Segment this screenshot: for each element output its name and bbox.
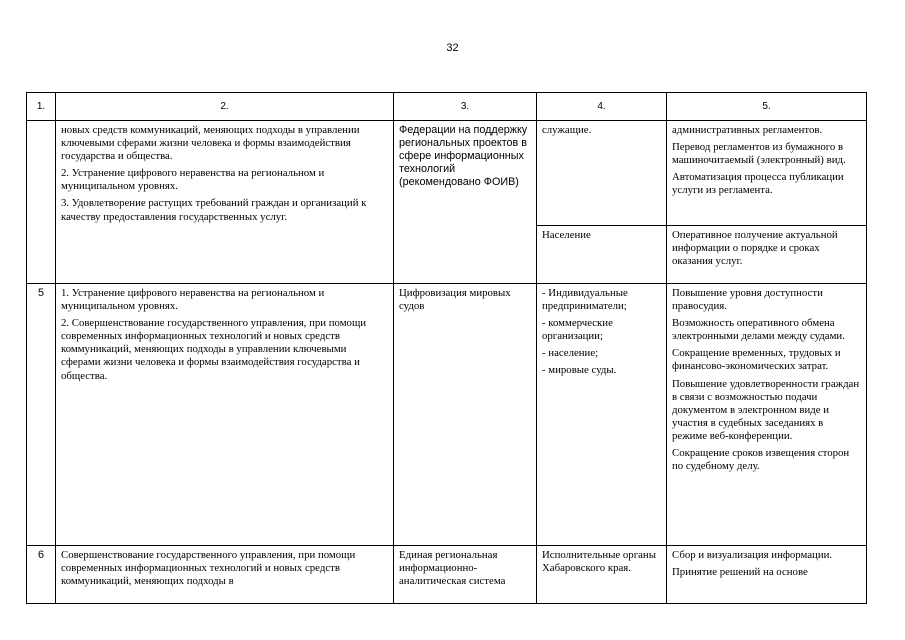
project-cell: Федерации на поддержку региональных проектов в сфере информационных технологий (рекомендовано ФОИВ) bbox=[394, 121, 537, 284]
target-group-item: - коммерческие организации; bbox=[542, 317, 613, 343]
header-col-5: 5. bbox=[667, 93, 867, 121]
header-col-4: 4. bbox=[537, 93, 667, 121]
goal-text: новых средств коммуникаций, меняющих подходы в управлении ключевыми сферами жизни человека и формы взаимодействия государства и общества. bbox=[61, 124, 360, 163]
header-col-1: 1. bbox=[27, 93, 56, 121]
row-number-cell: 6 bbox=[27, 546, 56, 604]
effects-cell bbox=[667, 284, 867, 546]
goal-text: 1. Устранение цифрового неравенства на региональном и муниципальном уровнях. bbox=[61, 287, 325, 313]
row-number-cell bbox=[27, 121, 56, 284]
target-group-cell: служащие. bbox=[537, 121, 667, 226]
project-cell: Цифровизация мировых судов bbox=[394, 284, 537, 546]
effect-text: административных регламентов. bbox=[672, 124, 823, 136]
effect-text: Автоматизация процесса публикации услуги из регламента. bbox=[672, 171, 844, 197]
effect-text: Сокращение сроков извещения сторон по судебному делу. bbox=[672, 447, 850, 473]
goals-cell bbox=[56, 284, 394, 546]
goal-text: 2. Устранение цифрового неравенства на региональном и муниципальном уровнях. bbox=[61, 167, 325, 193]
effect-text: Повышение удовлетворенности граждан в связи с возможностью подачи документом в электронном виде и участия в судебных заседаниях в режиме веб-конференции. bbox=[672, 377, 860, 442]
goal-text: 3. Удовлетворение растущих требований граждан и организаций к качеству предоставления государственных услуг. bbox=[61, 197, 367, 223]
project-cell: Единая региональная информационно-аналитическая система bbox=[394, 546, 537, 604]
effects-cell bbox=[667, 121, 867, 226]
table-row bbox=[27, 284, 867, 546]
effect-text: Оперативное получение актуальной информации о порядке и сроках оказания услуг. bbox=[672, 229, 838, 268]
target-group-item: - население; bbox=[542, 347, 599, 360]
effect-text: Повышение уровня доступности правосудия. bbox=[672, 287, 823, 313]
target-group-cell: Население bbox=[537, 226, 667, 284]
table-row bbox=[27, 546, 867, 604]
table-row bbox=[27, 121, 867, 226]
target-group-item: - Индивидуальные предприниматели; bbox=[542, 287, 628, 313]
effects-cell bbox=[667, 546, 867, 604]
goals-cell bbox=[56, 121, 394, 284]
effect-text: Сокращение временных, трудовых и финансово-экономических затрат. bbox=[672, 347, 841, 373]
goals-cell: Совершенствование государственного управления, при помощи современных информационных технологий и новых средств коммуникаций, меняющих подходы в bbox=[56, 546, 394, 604]
target-group-cell: Исполнительные органы Хабаровского края. bbox=[537, 546, 667, 604]
header-col-3: 3. bbox=[394, 93, 537, 121]
effect-text: Принятие решений на основе bbox=[672, 566, 808, 579]
table-header-row bbox=[27, 93, 867, 121]
effect-text: Перевод регламентов из бумажного в машиночитаемый (электронный) вид. bbox=[672, 141, 846, 167]
page-number: 32 bbox=[446, 42, 459, 54]
goal-text: 2. Совершенствование государственного управления, при помощи современных информационных технологий и новых средств коммуникаций, меняющих подходы в управлении ключевыми сферами жизни человека и формы взаимодействия государства и общества. bbox=[61, 317, 367, 382]
effects-cell bbox=[667, 226, 867, 284]
header-col-2: 2. bbox=[56, 93, 394, 121]
document-table bbox=[26, 92, 867, 604]
row-number-cell: 5 bbox=[27, 284, 56, 546]
effect-text: Сбор и визуализация информации. bbox=[672, 549, 833, 561]
effect-text: Возможность оперативного обмена электронными делами между судами. bbox=[672, 317, 845, 343]
target-group-cell bbox=[537, 284, 667, 546]
target-group-item: - мировые суды. bbox=[542, 364, 617, 377]
